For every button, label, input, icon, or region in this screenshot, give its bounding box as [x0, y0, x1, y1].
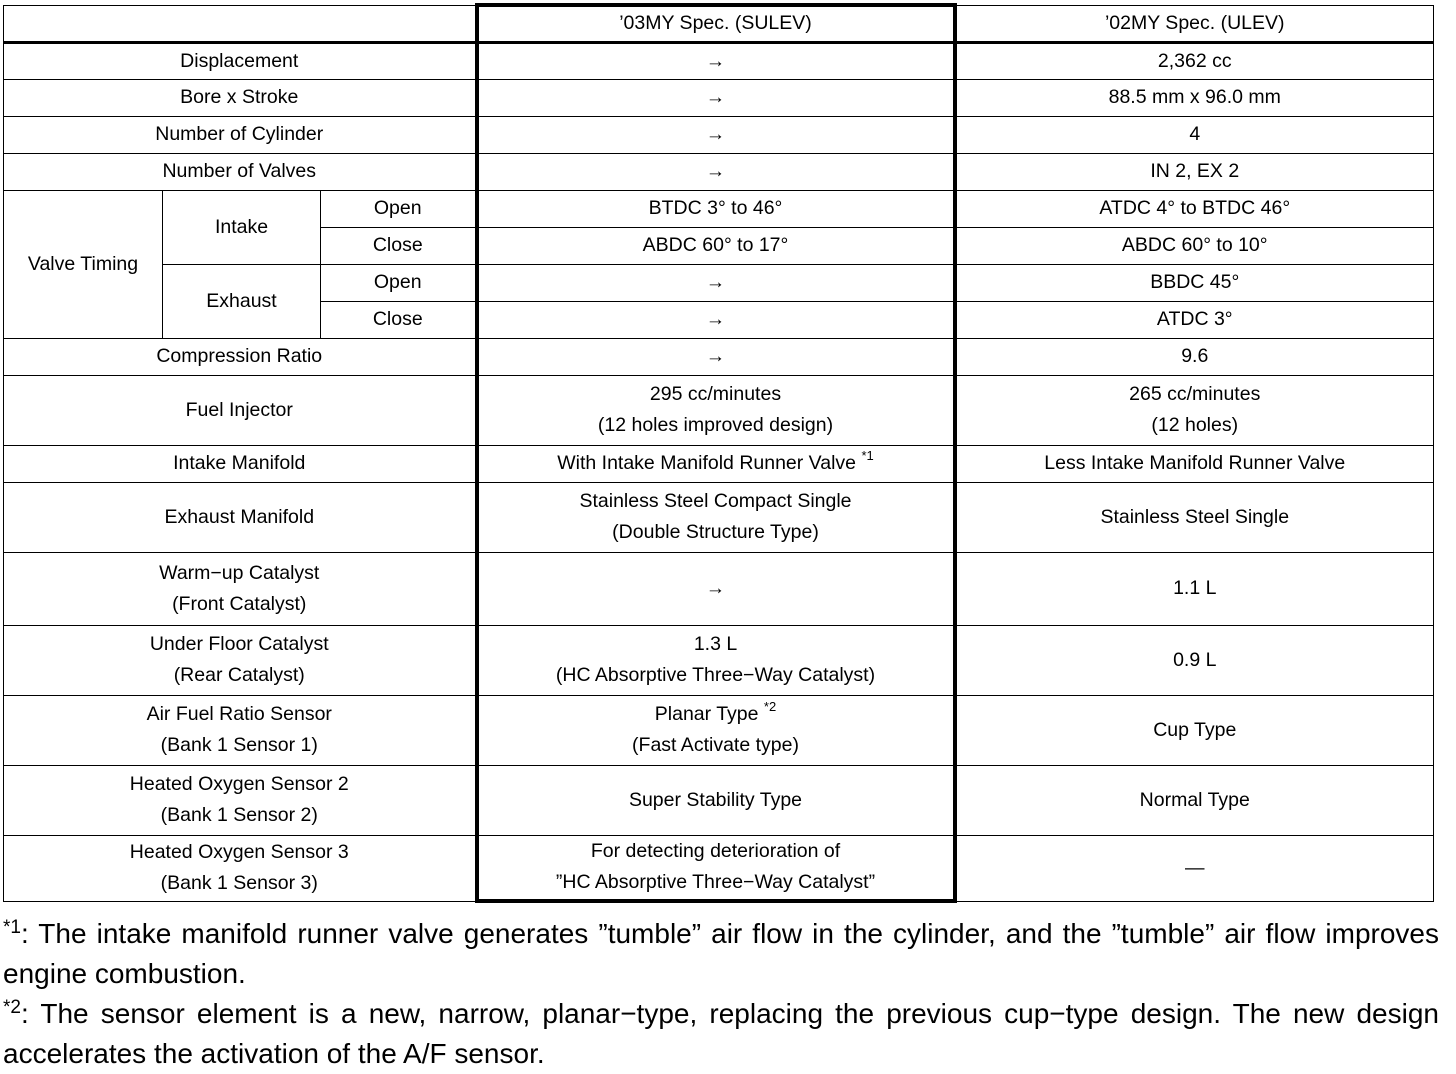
table-row [4, 765, 1434, 835]
sulev-af-sensor-line-2: (Fast Activate type) [632, 734, 799, 756]
ho2s3-label-line-2: (Bank 1 Sensor 3) [160, 872, 318, 894]
footnote-1-text: : The intake manifold runner valve generates ”tumble” air flow in the cylinder, and the ”tumble” air flow improves engine combustion. [3, 918, 1439, 989]
row-label-fuel-injector: Fuel Injector [4, 375, 477, 445]
row-label-exhaust-manifold: Exhaust Manifold [4, 482, 477, 552]
ulev-exhaust-open: BBDC 45° [955, 264, 1434, 301]
sulev-compression-ratio: → [477, 338, 955, 375]
sulev-cylinders: → [477, 116, 955, 153]
ulev-fuel-injector [955, 375, 1434, 445]
valve-timing-intake-label: Intake [163, 190, 321, 264]
ulev-underfloor-catalyst: 0.9 L [955, 625, 1434, 695]
row-label-ho2s2 [4, 765, 477, 835]
warmup-catalyst-label-line-1: Warm−up Catalyst [159, 561, 320, 584]
underfloor-catalyst-label-line-2: (Rear Catalyst) [173, 664, 305, 686]
ulev-warmup-catalyst: 1.1 L [955, 552, 1434, 625]
sulev-fuel-injector [477, 375, 955, 445]
sulev-ho2s3 [477, 835, 955, 901]
sulev-ho2s2: Super Stability Type [477, 765, 955, 835]
underfloor-catalyst-label-line-1: Under Floor Catalyst [149, 633, 329, 655]
af-sensor-label-line-1: Air Fuel Ratio Sensor [146, 703, 332, 725]
footnotes [3, 914, 1439, 1074]
sulev-fuel-injector-line-1: 295 cc/minutes [649, 383, 782, 405]
warmup-catalyst-label-line-2: (Front Catalyst) [172, 592, 307, 615]
sulev-displacement: → [477, 42, 955, 79]
sulev-exhaust-close: → [477, 301, 955, 338]
table-row [4, 482, 1434, 552]
sulev-intake-open: BTDC 3° to 46° [477, 190, 955, 227]
ulev-af-sensor: Cup Type [955, 695, 1434, 765]
footnote-ref-1: *1 [861, 447, 874, 463]
sulev-underfloor-catalyst [477, 625, 955, 695]
sulev-ho2s3-line-2: ”HC Absorptive Three−Way Catalyst” [555, 871, 876, 894]
row-label-af-sensor [4, 695, 477, 765]
sulev-exhaust-manifold-line-2: (Double Structure Type) [612, 521, 819, 543]
engine-spec-table [3, 3, 1434, 903]
footnote-2-mark: *2 [3, 996, 21, 1018]
table-row [4, 695, 1434, 765]
table-row [4, 375, 1434, 445]
table-row [4, 42, 1434, 79]
table-row [4, 264, 1434, 301]
intake-open-label: Open [321, 190, 477, 227]
footnote-1 [3, 914, 1439, 994]
table-row [4, 79, 1434, 116]
table-row [4, 116, 1434, 153]
header-blank-cell [4, 5, 477, 42]
header-ulev-spec: ’02MY Spec. (ULEV) [955, 5, 1434, 42]
footnote-1-mark: *1 [3, 916, 21, 938]
ulev-intake-open: ATDC 4° to BTDC 46° [955, 190, 1434, 227]
ulev-bore-stroke: 88.5 mm x 96.0 mm [955, 79, 1434, 116]
row-label-cylinders: Number of Cylinder [4, 116, 477, 153]
header-sulev-spec: ’03MY Spec. (SULEV) [477, 5, 955, 42]
ho2s3-label-line-1: Heated Oxygen Sensor 3 [129, 841, 349, 863]
sulev-af-sensor [477, 695, 955, 765]
table-row [4, 625, 1434, 695]
sulev-intake-manifold [477, 445, 955, 482]
ulev-intake-manifold: Less Intake Manifold Runner Valve [955, 445, 1434, 482]
ho2s2-label-line-1: Heated Oxygen Sensor 2 [129, 773, 349, 795]
row-label-intake-manifold: Intake Manifold [4, 445, 477, 482]
sulev-intake-close: ABDC 60° to 17° [477, 227, 955, 264]
ulev-intake-close: ABDC 60° to 10° [955, 227, 1434, 264]
sulev-exhaust-manifold-line-1: Stainless Steel Compact Single [579, 490, 852, 512]
af-sensor-label-line-2: (Bank 1 Sensor 1) [160, 734, 318, 756]
row-label-warmup-catalyst [4, 552, 477, 625]
row-label-underfloor-catalyst [4, 625, 477, 695]
table-row [4, 153, 1434, 190]
footnote-ref-2: *2 [763, 698, 777, 714]
sulev-exhaust-open: → [477, 264, 955, 301]
ho2s2-label-line-2: (Bank 1 Sensor 2) [160, 804, 318, 826]
row-label-valve-timing: Valve Timing [4, 190, 163, 338]
valve-timing-exhaust-label: Exhaust [163, 264, 321, 338]
sulev-intake-manifold-text: With Intake Manifold Runner Valve [557, 452, 857, 474]
row-label-compression-ratio: Compression Ratio [4, 338, 477, 375]
row-label-ho2s3 [4, 835, 477, 901]
sulev-valves: → [477, 153, 955, 190]
sulev-af-sensor-line-1 [483, 699, 949, 730]
sulev-underfloor-catalyst-line-1: 1.3 L [693, 633, 738, 655]
sulev-underfloor-catalyst-line-2: (HC Absorptive Three−Way Catalyst) [555, 664, 876, 686]
intake-close-label: Close [321, 227, 477, 264]
row-label-displacement: Displacement [4, 42, 477, 79]
ulev-exhaust-close: ATDC 3° [955, 301, 1434, 338]
exhaust-close-label: Close [321, 301, 477, 338]
ulev-compression-ratio: 9.6 [955, 338, 1434, 375]
ulev-fuel-injector-line-1: 265 cc/minutes [1129, 383, 1261, 405]
table-row [4, 338, 1434, 375]
footnote-2 [3, 994, 1439, 1074]
ulev-exhaust-manifold: Stainless Steel Single [955, 482, 1434, 552]
exhaust-open-label: Open [321, 264, 477, 301]
ulev-ho2s2: Normal Type [955, 765, 1434, 835]
ulev-cylinders: 4 [955, 116, 1434, 153]
ulev-valves: IN 2, EX 2 [955, 153, 1434, 190]
row-label-bore-stroke: Bore x Stroke [4, 79, 477, 116]
table-header-row [4, 5, 1434, 42]
sulev-warmup-catalyst: → [477, 552, 955, 625]
ulev-ho2s3: — [955, 835, 1434, 901]
sulev-fuel-injector-line-2: (12 holes improved design) [597, 414, 834, 436]
footnote-2-text: : The sensor element is a new, narrow, planar−type, replacing the previous cup−type design. The new design accelerates the activation of the A/F sensor. [3, 998, 1439, 1069]
row-label-valves: Number of Valves [4, 153, 477, 190]
sulev-exhaust-manifold [477, 482, 955, 552]
ulev-displacement: 2,362 cc [955, 42, 1434, 79]
table-row [4, 445, 1434, 482]
table-row [4, 835, 1434, 901]
sulev-bore-stroke: → [477, 79, 955, 116]
ulev-fuel-injector-line-2: (12 holes) [1151, 414, 1239, 436]
sulev-af-sensor-text: Planar Type [654, 703, 759, 725]
sulev-ho2s3-line-1: For detecting deterioration of [590, 840, 841, 863]
table-row [4, 190, 1434, 227]
table-row [4, 552, 1434, 625]
